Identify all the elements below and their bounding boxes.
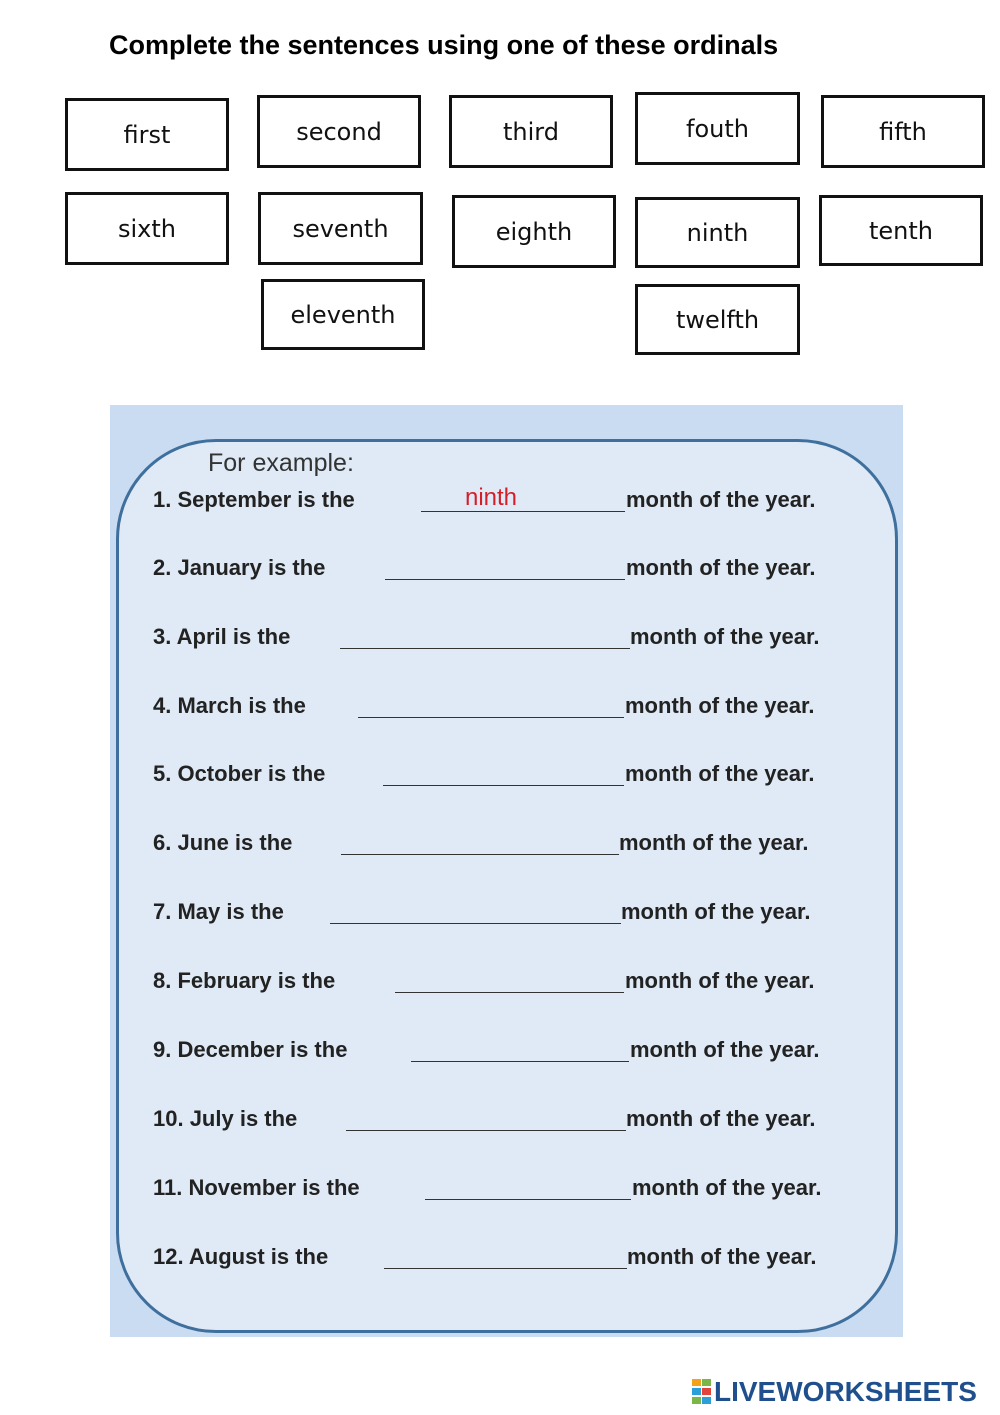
ordinal-card-eleventh[interactable]	[261, 279, 425, 350]
sentence-tail: month of the year.	[632, 1175, 822, 1200]
answer-blank[interactable]	[395, 992, 624, 993]
ordinal-label: fifth	[879, 117, 927, 146]
sentence-tail: month of the year.	[619, 830, 809, 855]
ordinal-label: twelfth	[675, 305, 760, 334]
ordinal-card-ninth[interactable]	[635, 197, 800, 268]
ordinal-card-tenth[interactable]	[819, 195, 983, 266]
answer-blank[interactable]	[340, 648, 630, 649]
ordinal-label: tenth	[868, 216, 933, 245]
answer-blank[interactable]	[384, 1268, 627, 1269]
sentence-lead: 4. March is the	[153, 693, 306, 718]
ordinal-label: eleventh	[290, 300, 396, 329]
ordinal-label: third	[503, 117, 559, 146]
sentence-tail: month of the year.	[626, 487, 816, 512]
sentence-tail: month of the year.	[625, 761, 815, 786]
sentence-tail: month of the year.	[630, 624, 820, 649]
liveworksheets-logo-icon	[692, 1379, 712, 1405]
answer-blank[interactable]	[358, 717, 624, 718]
ordinal-card-fifth[interactable]	[821, 95, 985, 168]
sentence-lead: 10. July is the	[153, 1106, 298, 1131]
sentence-tail: month of the year.	[626, 555, 816, 580]
ordinal-card-third[interactable]	[449, 95, 613, 168]
ordinal-label: seventh	[292, 214, 389, 243]
ordinal-label: first	[123, 120, 171, 149]
sentence-lead: 6. June is the	[153, 830, 293, 855]
ordinal-label: sixth	[118, 214, 176, 243]
ordinal-card-seventh[interactable]	[258, 192, 423, 265]
ordinal-label: fouth	[686, 114, 749, 143]
answer-blank[interactable]	[346, 1130, 626, 1131]
sentence-lead: 7. May is the	[153, 899, 284, 924]
sentence-lead: 9. December is the	[153, 1037, 348, 1062]
sentence-lead: 11. November is the	[153, 1175, 360, 1200]
sentence-tail: month of the year.	[621, 899, 811, 924]
sentence-lead: 1. September is the	[153, 487, 355, 512]
ordinal-label: second	[296, 117, 382, 146]
ordinal-label: ninth	[686, 218, 749, 247]
sentence-tail: month of the year.	[625, 968, 815, 993]
page-title: Complete the sentences using one of these ordinals	[109, 30, 779, 60]
ordinal-card-eighth[interactable]	[452, 195, 616, 268]
exercise-panel	[110, 405, 903, 1337]
example-label: For example:	[208, 449, 354, 477]
ordinal-card-fouth[interactable]	[635, 92, 800, 165]
ordinal-card-first[interactable]	[65, 98, 229, 171]
logo-text: LIVEWORKSHEETS	[714, 1376, 977, 1407]
answer-blank[interactable]	[411, 1061, 629, 1062]
answer-blank[interactable]	[425, 1199, 631, 1200]
answer-blank[interactable]	[385, 579, 625, 580]
sentence-lead: 2. January is the	[153, 555, 326, 580]
sentence-tail: month of the year.	[627, 1244, 817, 1269]
ordinal-card-sixth[interactable]	[65, 192, 229, 265]
sentence-lead: 12. August is the	[153, 1244, 329, 1269]
ordinal-label: eighth	[495, 217, 573, 246]
sentence-tail: month of the year.	[630, 1037, 820, 1062]
sentence-lead: 3. April is the	[153, 624, 291, 649]
sentence-lead: 8. February is the	[153, 968, 336, 993]
example-answer: ninth	[464, 484, 518, 511]
ordinal-card-second[interactable]	[257, 95, 421, 168]
sentence-lead: 5. October is the	[153, 761, 326, 786]
sentence-tail: month of the year.	[626, 1106, 816, 1131]
answer-blank[interactable]	[330, 923, 621, 924]
ordinal-card-twelfth[interactable]	[635, 284, 800, 355]
answer-blank[interactable]	[383, 785, 624, 786]
sentence-tail: month of the year.	[625, 693, 815, 718]
answer-blank[interactable]	[341, 854, 619, 855]
liveworksheets-logo	[692, 1375, 977, 1409]
